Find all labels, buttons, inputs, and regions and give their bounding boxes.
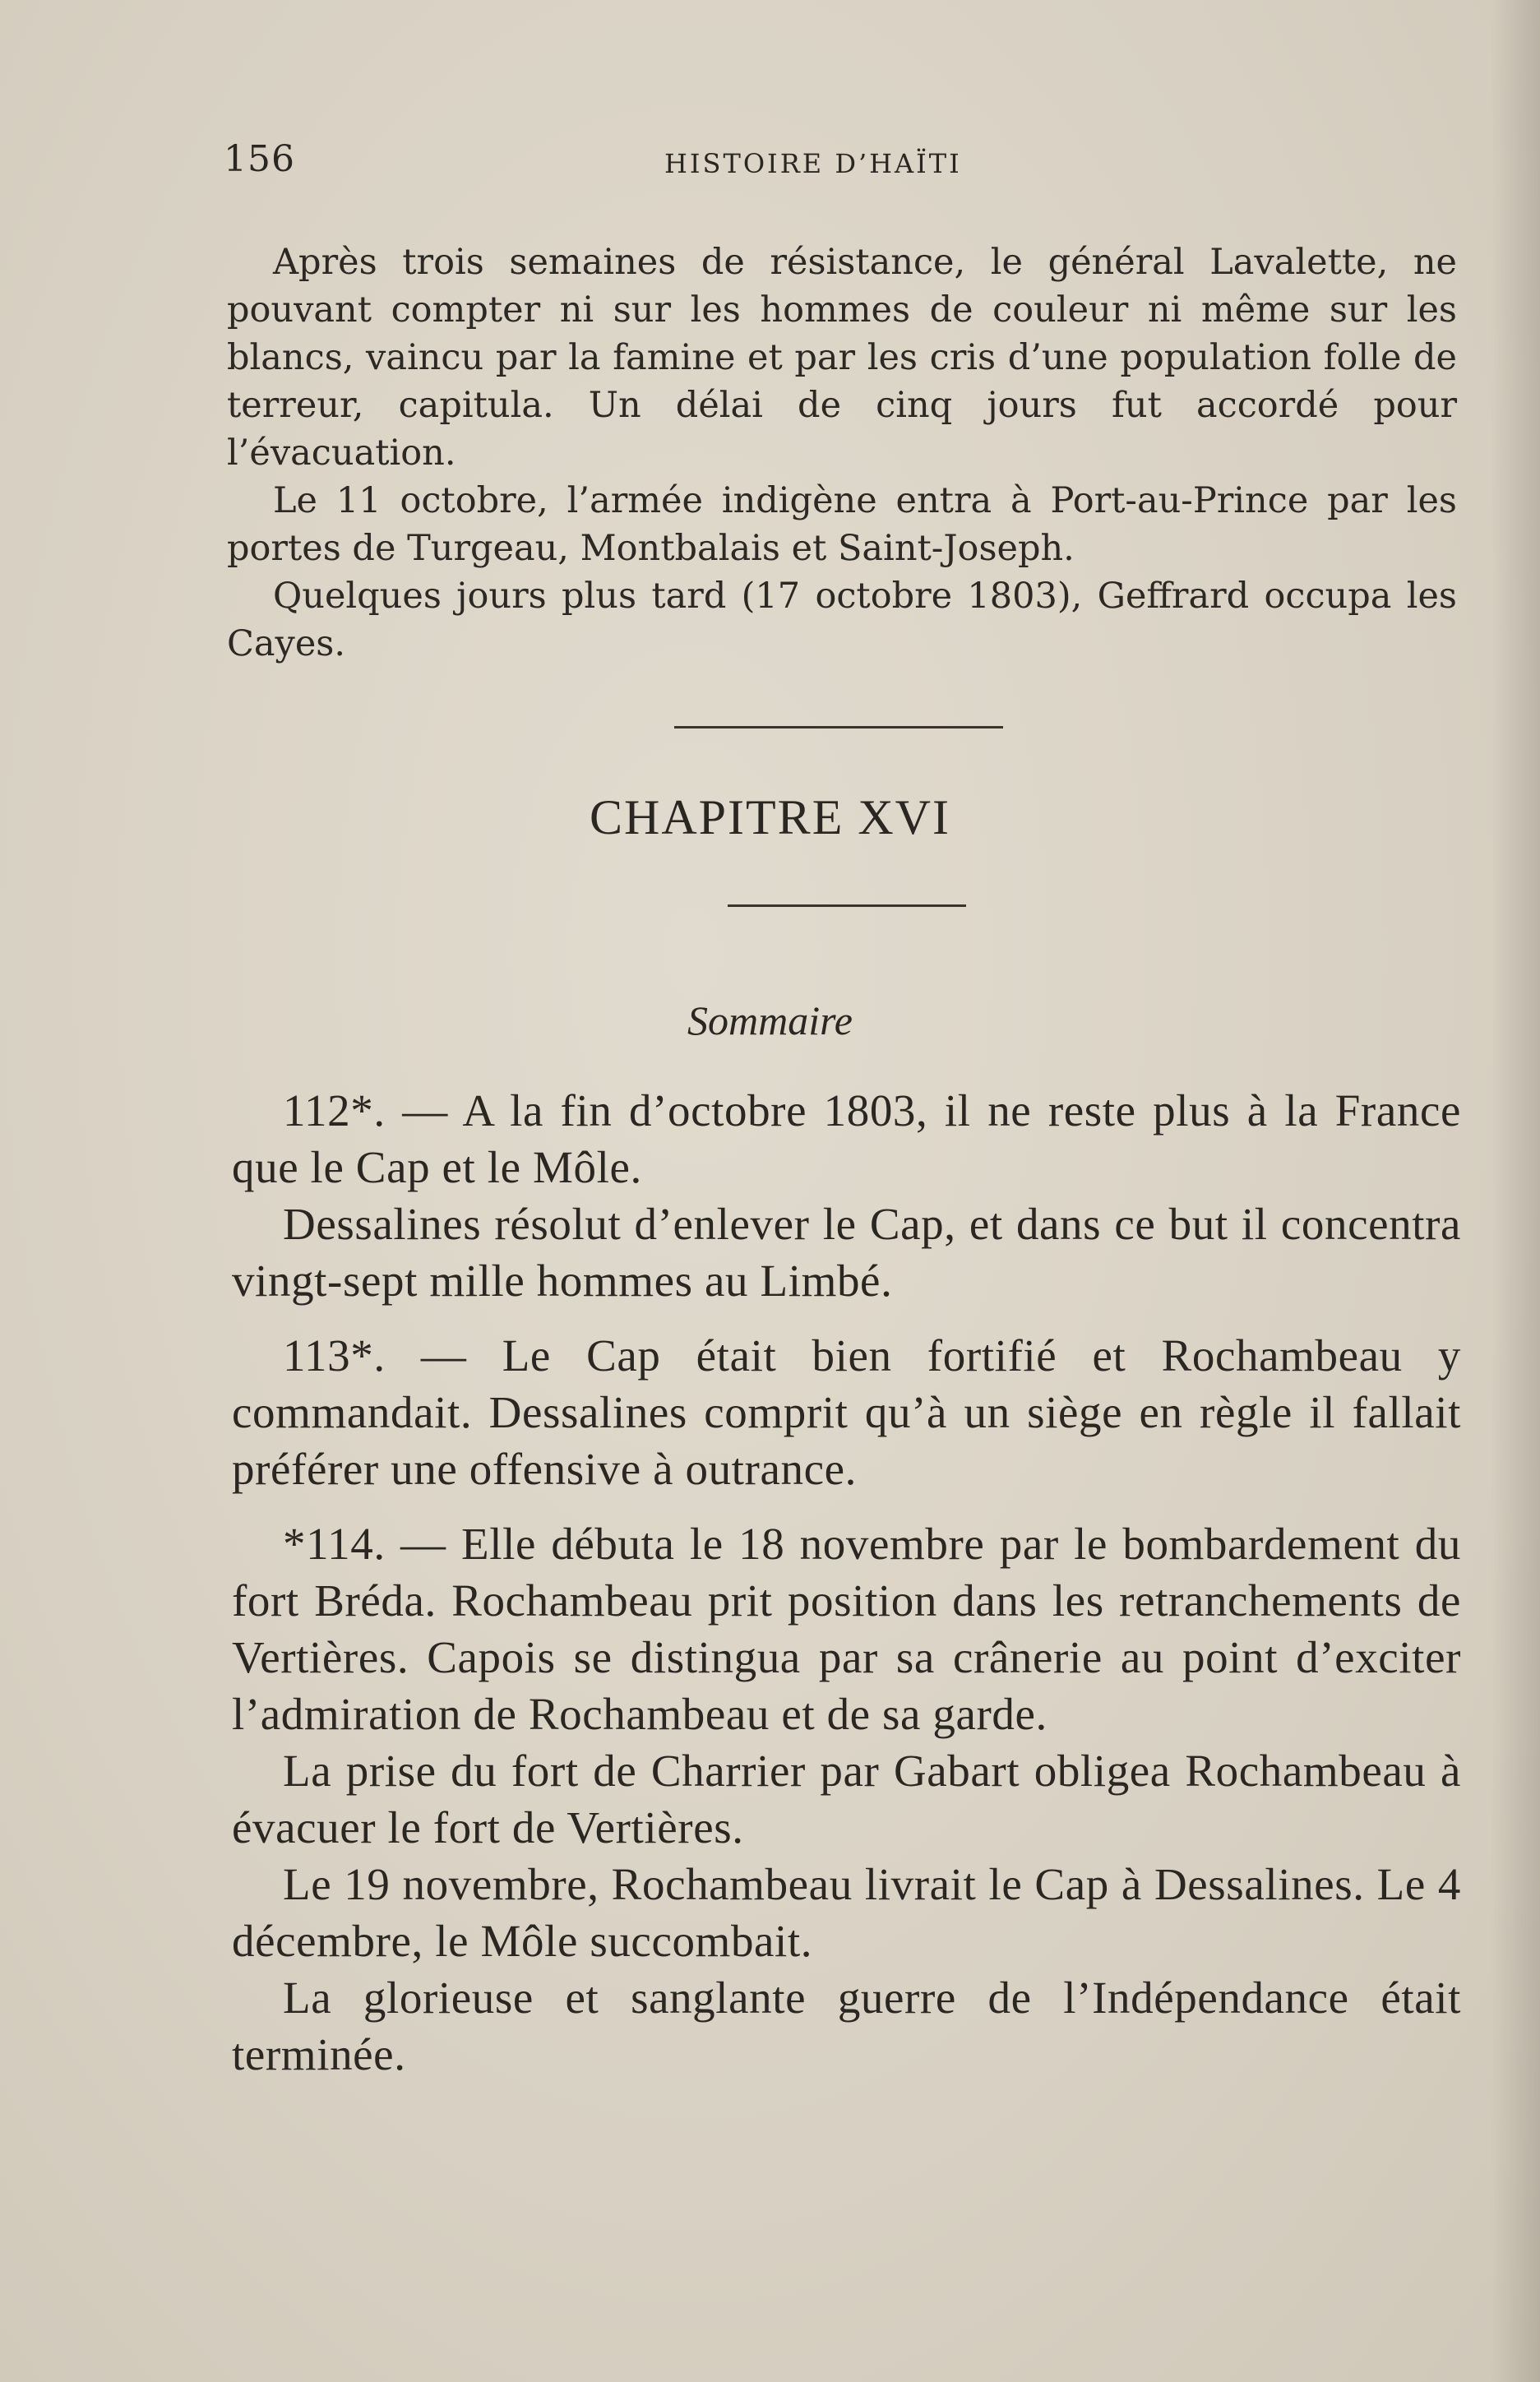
paragraph: *114. — Elle débuta le 18 novembre par le bombardement du fort Bréda. Rochambeau prit position dans les retranchements de Vertières. Capois se distingua par sa crânerie au point d’exciter l’admiration de Rochambeau et de sa garde. [232, 1519, 1461, 1739]
page-number: 156 [224, 138, 295, 180]
summary-heading: Sommaire [687, 997, 853, 1043]
paragraph: Dessalines résolut d’enlever le Cap, et dans ce but il concentra vingt-sept mille hommes au Limbé. [232, 1199, 1461, 1306]
summary-item-112 [232, 1082, 1461, 1309]
paragraph: Le 11 octobre, l’armée indigène entra à Port-au-Prince par les portes de Turgeau, Montbalais et Saint-Joseph. [227, 480, 1457, 569]
paragraph: 112*. — A la fin d’octobre 1803, il ne reste plus à la France que le Cap et le Môle. [232, 1085, 1461, 1192]
summary-item-113 [232, 1327, 1461, 1497]
summary-text [232, 1082, 1461, 2101]
paragraph: La glorieuse et sanglante guerre de l’Indépendance était terminée. [232, 1973, 1461, 2079]
paragraph: Après trois semaines de résistance, le général Lavalette, ne pouvant compter ni sur les hommes de couleur ni même sur les blancs, vaincu par la famine et par les cris d’une population folle de terreur, capitula. Un délai de cinq jours fut accordé pour l’évacuation. [227, 242, 1457, 474]
chapter-divider [728, 904, 966, 907]
page-edge-shadow [1491, 0, 1540, 2382]
section-divider [674, 726, 1003, 728]
intro-text [227, 238, 1457, 668]
paragraph: Le 19 novembre, Rochambeau livrait le Cap à Dessalines. Le 4 décembre, le Môle succombait. [232, 1859, 1461, 1966]
paragraph: Quelques jours plus tard (17 octobre 1803), Geffrard occupa les Cayes. [227, 576, 1457, 664]
running-title: HISTOIRE D’HAÏTI [664, 148, 962, 179]
page-header [224, 138, 1457, 187]
paragraph: 113*. — Le Cap était bien fortifié et Rochambeau y commandait. Dessalines comprit qu’à un siège en règle il fallait préférer une offensive à outrance. [232, 1330, 1461, 1494]
summary-item-114 [232, 1515, 1461, 2083]
paragraph: La prise du fort de Charrier par Gabart obligea Rochambeau à évacuer le fort de Vertières. [232, 1746, 1461, 1852]
chapter-title: CHAPITRE XVI [590, 790, 950, 844]
